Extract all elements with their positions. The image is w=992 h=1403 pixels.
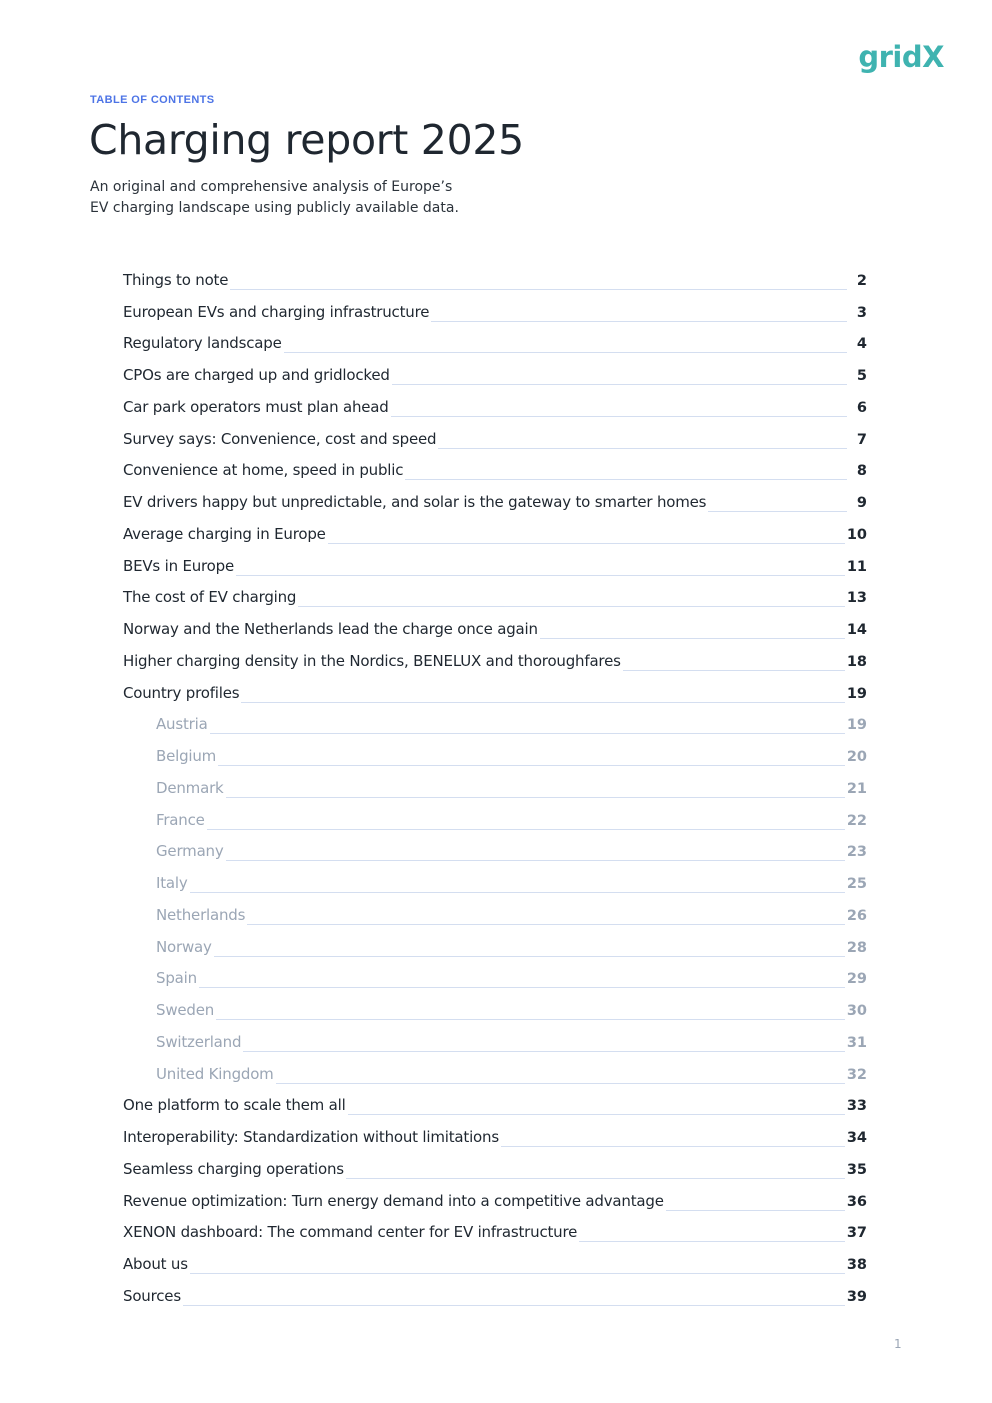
toc-leader-line	[190, 892, 845, 893]
toc-leader-line	[214, 956, 845, 957]
toc-entry-label: Seamless charging operations	[123, 1159, 344, 1178]
toc-page-number: 35	[846, 1161, 867, 1178]
toc-leader-line	[236, 575, 845, 576]
toc-leader-line	[199, 987, 845, 988]
toc-leader-line	[392, 384, 847, 385]
brand-logo: gridX	[858, 40, 944, 74]
page-title: Charging report 2025	[89, 116, 524, 164]
toc-entry-label: Netherlands	[156, 905, 246, 924]
toc-subentry[interactable]	[123, 707, 867, 739]
toc-entry-label: Car park operators must plan ahead	[123, 397, 389, 416]
toc-entry[interactable]	[123, 357, 867, 389]
toc-subentry[interactable]	[123, 738, 867, 770]
toc-entry-label: Average charging in Europe	[123, 524, 326, 543]
toc-page-number: 39	[846, 1288, 867, 1305]
toc-leader-line	[183, 1305, 845, 1306]
toc-leader-line	[623, 670, 845, 671]
toc-leader-line	[230, 289, 847, 290]
toc-page-number: 34	[846, 1130, 867, 1146]
toc-leader-line	[298, 606, 845, 607]
toc-subentry[interactable]	[123, 992, 867, 1024]
toc-entry[interactable]	[123, 326, 867, 358]
toc-page-number: 4	[856, 336, 867, 353]
toc-entry[interactable]	[123, 484, 867, 516]
toc-leader-line	[391, 416, 847, 417]
toc-entry[interactable]	[123, 548, 867, 580]
toc-leader-line	[190, 1273, 845, 1274]
toc-subentry[interactable]	[123, 865, 867, 897]
toc-subentry[interactable]	[123, 1024, 867, 1056]
section-eyebrow: TABLE OF CONTENTS	[90, 94, 215, 106]
toc-page-number: 18	[846, 653, 867, 670]
toc-page-number: 6	[856, 399, 867, 416]
toc-page-number: 2	[856, 272, 867, 289]
toc-leader-line	[708, 511, 847, 512]
toc-entry[interactable]	[123, 643, 867, 675]
toc-leader-line	[276, 1083, 845, 1084]
toc-page-number: 7	[856, 431, 867, 448]
toc-page-number: 3	[856, 304, 867, 321]
toc-page-number: 30	[846, 1003, 867, 1019]
toc-entry[interactable]	[123, 611, 867, 643]
toc-leader-line	[210, 733, 845, 734]
toc-leader-line	[226, 860, 845, 861]
toc-leader-line	[405, 479, 847, 480]
toc-entry-label: Norway and the Netherlands lead the charge once again	[123, 620, 538, 638]
toc-leader-line	[328, 543, 845, 544]
toc-page-number: 5	[856, 368, 867, 384]
toc-subentry[interactable]	[123, 897, 867, 929]
subtitle-line: EV charging landscape using publicly available data.	[90, 200, 459, 216]
toc-page-number: 21	[846, 780, 867, 797]
toc-entry[interactable]	[123, 1088, 867, 1120]
toc-leader-line	[207, 829, 845, 830]
toc-page-number: 31	[846, 1034, 867, 1051]
toc-page-number: 33	[846, 1098, 867, 1115]
toc-leader-line	[218, 765, 845, 766]
toc-entry-label: Interoperability: Standardization without limitations	[123, 1128, 499, 1146]
toc-entry-label: Higher charging density in the Nordics, BENELUX and thoroughfares	[123, 651, 621, 670]
toc-page-number: 29	[846, 971, 867, 988]
toc-entry[interactable]	[123, 1246, 867, 1278]
toc-page-number: 9	[856, 495, 867, 511]
toc-page-number: 13	[846, 590, 867, 607]
toc-leader-line	[284, 352, 847, 353]
toc-page-number: 32	[846, 1066, 867, 1083]
toc-subentry[interactable]	[123, 770, 867, 802]
table-of-contents	[123, 262, 867, 1310]
toc-page-number: 20	[846, 749, 867, 765]
toc-page-number: 14	[846, 622, 867, 638]
toc-page-number: 28	[846, 939, 867, 956]
toc-page-number: 37	[846, 1225, 867, 1242]
toc-entry[interactable]	[123, 516, 867, 548]
toc-entry[interactable]	[123, 1278, 867, 1310]
toc-subentry[interactable]	[123, 834, 867, 866]
toc-leader-line	[579, 1241, 845, 1242]
toc-leader-line	[247, 924, 845, 925]
toc-entry-label: Germany	[156, 842, 224, 861]
toc-entry-label: Sources	[123, 1286, 181, 1305]
toc-entry-label: EV drivers happy but unpredictable, and solar is the gateway to smarter homes	[123, 493, 707, 511]
toc-page-number: 25	[846, 876, 867, 892]
toc-subentry[interactable]	[123, 1056, 867, 1088]
toc-entry-label: Spain	[156, 969, 197, 988]
toc-entry-label: About us	[123, 1255, 188, 1273]
toc-entry[interactable]	[123, 1215, 867, 1247]
toc-entry-label: Switzerland	[156, 1032, 242, 1051]
toc-leader-line	[241, 702, 844, 703]
toc-entry[interactable]	[123, 1183, 867, 1215]
toc-leader-line	[431, 321, 847, 322]
toc-page-number: 11	[846, 558, 867, 575]
toc-entry-label: Revenue optimization: Turn energy demand into a competitive advantage	[123, 1191, 664, 1210]
toc-entry-label: Austria	[156, 715, 208, 734]
toc-leader-line	[501, 1146, 845, 1147]
toc-leader-line	[346, 1178, 845, 1179]
subtitle-line: An original and comprehensive analysis of Europe’s	[90, 179, 453, 195]
toc-leader-line	[243, 1051, 845, 1052]
toc-subentry[interactable]	[123, 929, 867, 961]
toc-entry[interactable]	[123, 1151, 867, 1183]
footer-page-number: 1	[894, 1337, 902, 1351]
toc-entry-label: XENON dashboard: The command center for EV infrastructure	[123, 1223, 578, 1242]
toc-entry-label: European EVs and charging infrastructure	[123, 302, 430, 321]
toc-leader-line	[666, 1210, 845, 1211]
toc-entry-label: Denmark	[156, 778, 224, 797]
page-subtitle	[90, 177, 510, 219]
toc-entry-label: Belgium	[156, 747, 217, 765]
toc-entry-label: United Kingdom	[156, 1064, 274, 1083]
toc-entry-label: Italy	[156, 874, 188, 892]
toc-entry-label: Norway	[156, 937, 212, 956]
toc-entry-label: Things to note	[123, 270, 229, 289]
toc-entry-label: Convenience at home, speed in public	[123, 461, 404, 480]
toc-leader-line	[540, 638, 845, 639]
toc-page-number: 36	[846, 1193, 867, 1210]
toc-page-number: 19	[846, 717, 867, 734]
toc-entry[interactable]	[123, 389, 867, 421]
toc-page-number: 26	[846, 907, 867, 924]
toc-page-number: 23	[846, 844, 867, 861]
toc-entry-label: France	[156, 810, 205, 829]
toc-entry[interactable]	[123, 1119, 867, 1151]
toc-entry[interactable]	[123, 262, 867, 294]
toc-entry[interactable]	[123, 453, 867, 485]
toc-entry-label: CPOs are charged up and gridlocked	[123, 366, 390, 384]
toc-leader-line	[348, 1114, 845, 1115]
toc-entry-label: Regulatory landscape	[123, 334, 282, 353]
toc-subentry[interactable]	[123, 961, 867, 993]
toc-page-number: 19	[846, 685, 867, 702]
toc-page-number: 38	[846, 1257, 867, 1273]
toc-page-number: 22	[846, 812, 867, 829]
toc-entry-label: Survey says: Convenience, cost and speed	[123, 429, 437, 448]
toc-page-number: 8	[856, 463, 867, 480]
toc-entry[interactable]	[123, 421, 867, 453]
toc-leader-line	[216, 1019, 845, 1020]
toc-entry-label: One platform to scale them all	[123, 1096, 346, 1115]
toc-leader-line	[226, 797, 845, 798]
toc-entry[interactable]	[123, 675, 867, 707]
toc-leader-line	[438, 448, 847, 449]
toc-entry[interactable]	[123, 294, 867, 326]
toc-entry-label: Sweden	[156, 1001, 215, 1019]
toc-entry-label: The cost of EV charging	[123, 588, 297, 607]
toc-entry-label: BEVs in Europe	[123, 556, 235, 575]
toc-entry-label: Country profiles	[123, 683, 240, 702]
toc-subentry[interactable]	[123, 802, 867, 834]
toc-page-number: 10	[846, 526, 867, 543]
toc-entry[interactable]	[123, 580, 867, 612]
